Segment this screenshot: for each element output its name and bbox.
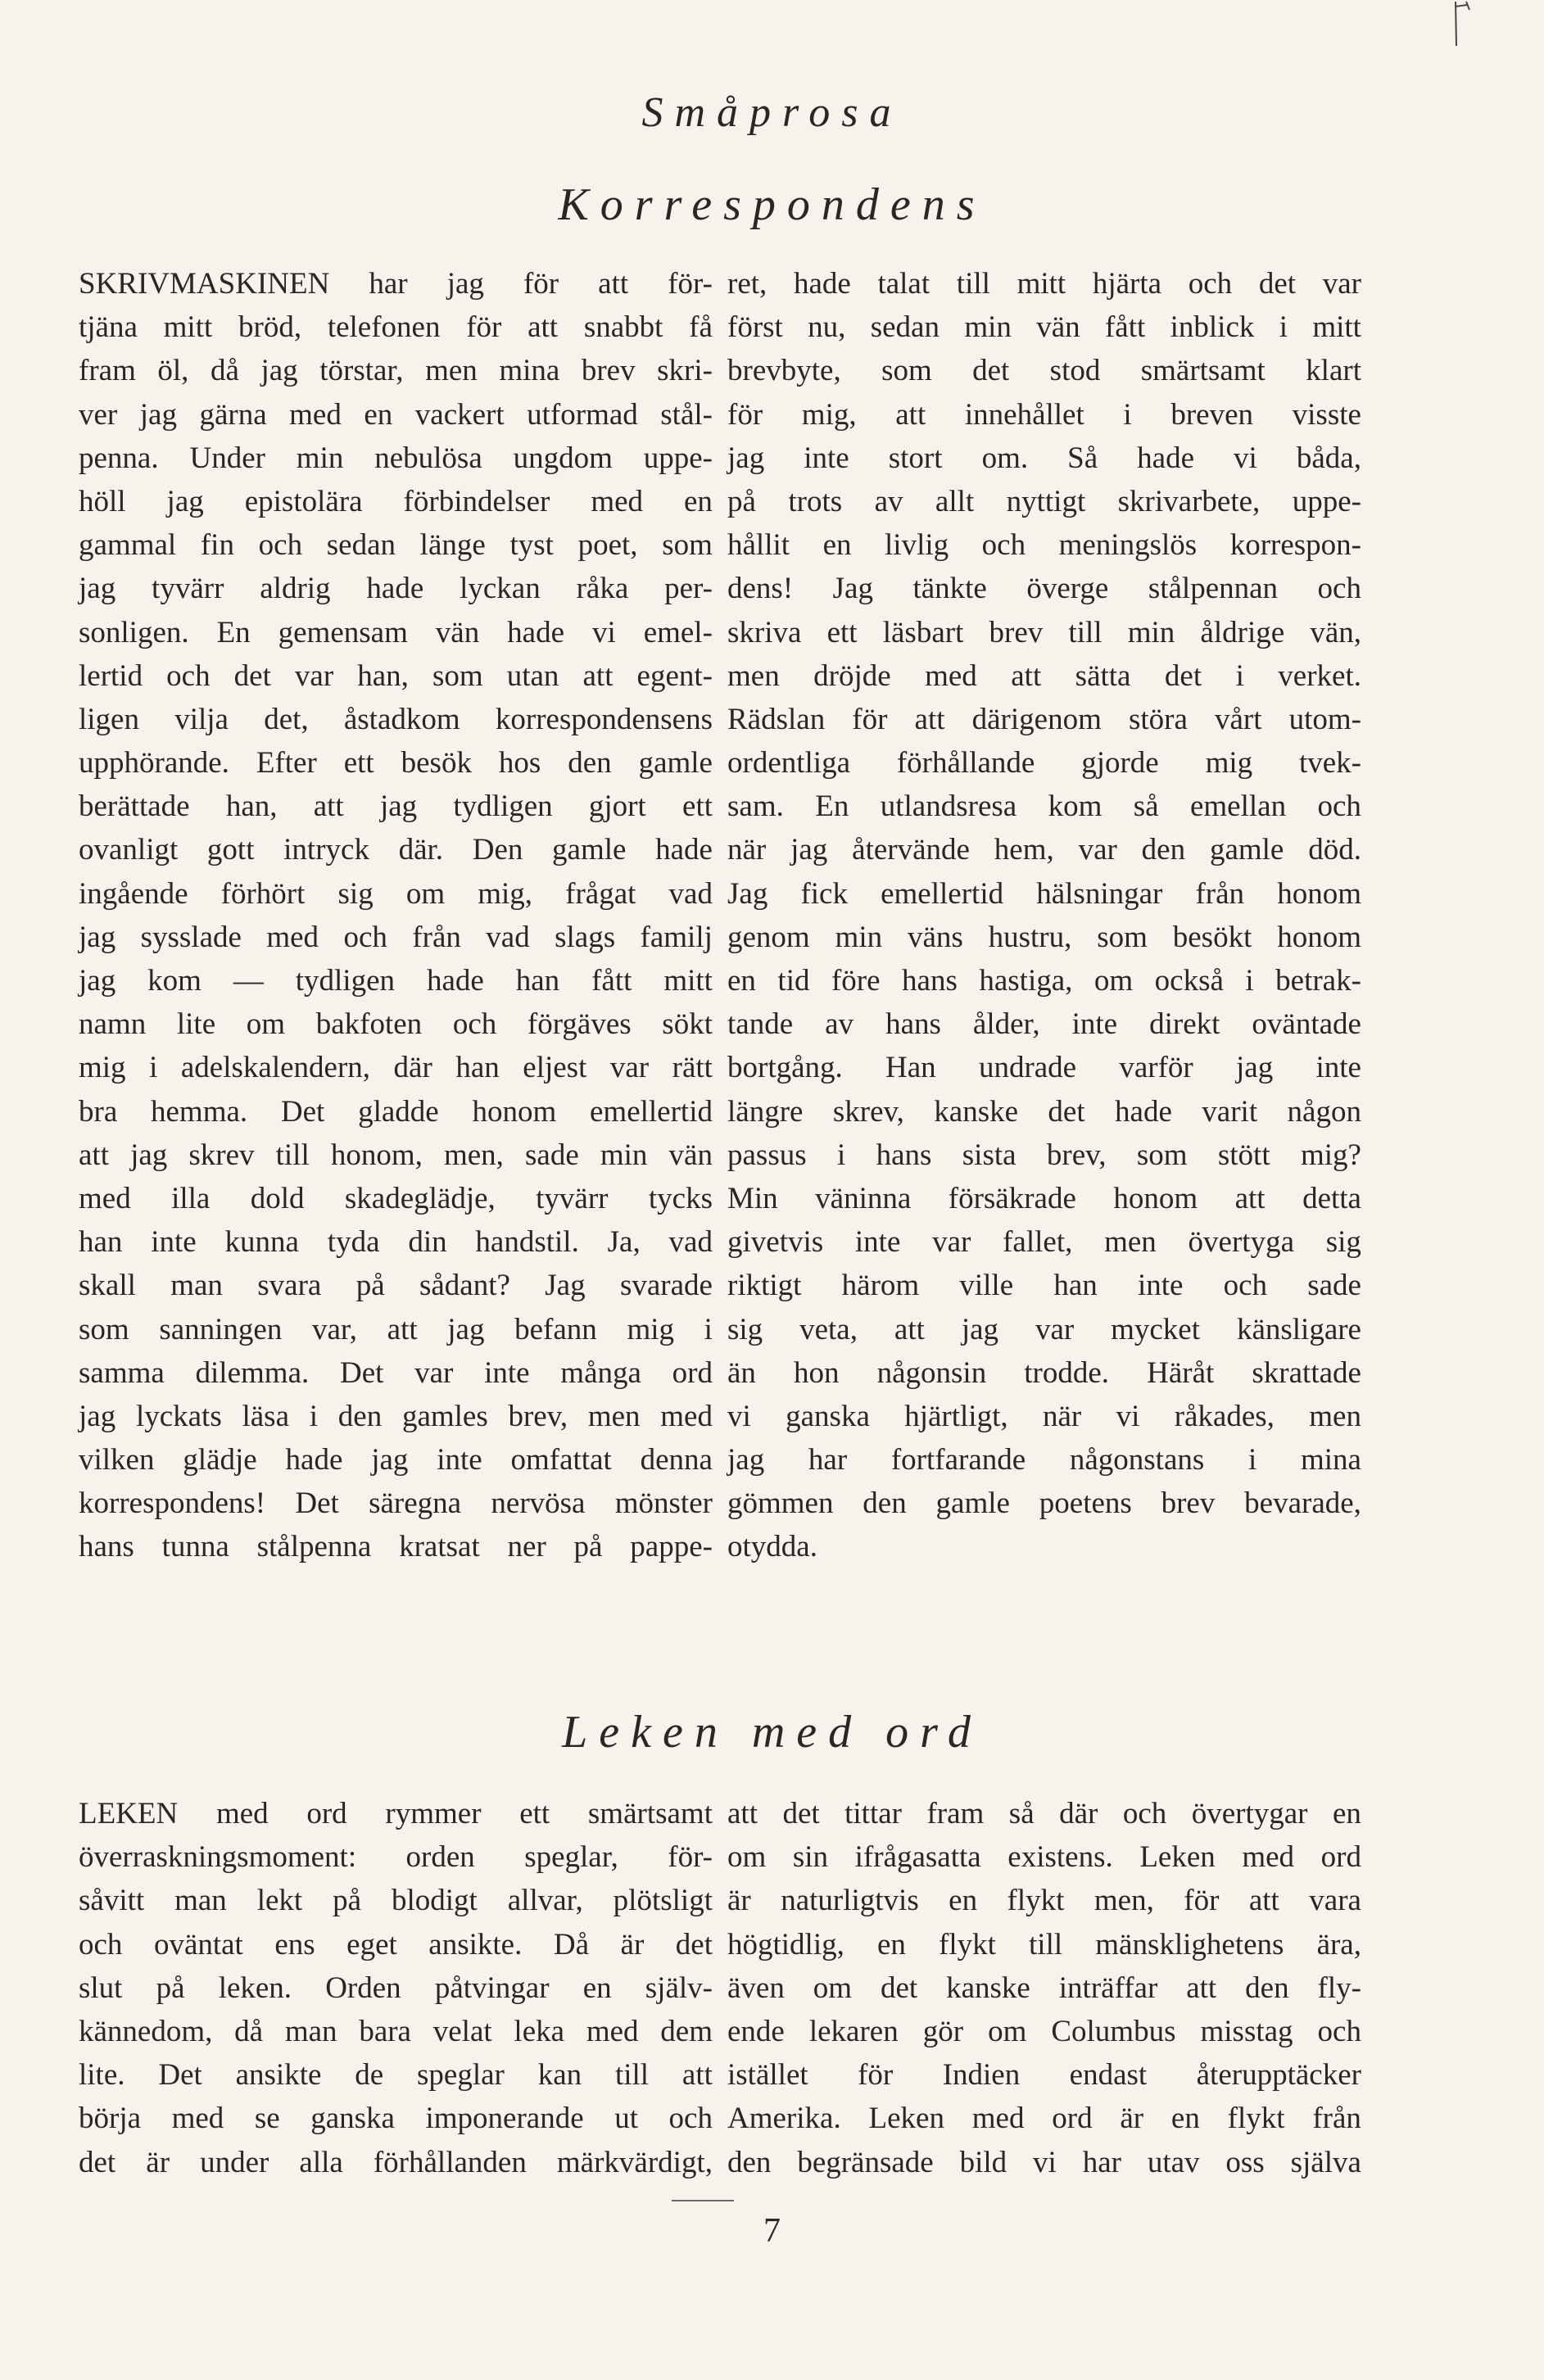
text-line: såvitt man lekt på blodigt allvar, plötsligt xyxy=(79,1884,713,1918)
text-line: en tid före hans hastiga, om också i betrak- xyxy=(727,964,1361,998)
text-line: jag tyvärr aldrig hade lyckan råka per- xyxy=(79,572,713,606)
article-title-korrespondens: Korrespondens xyxy=(558,179,986,230)
text-line: med illa dold skadeglädje, tyvärr tycks xyxy=(79,1181,713,1215)
text-line: lertid och det var han, som utan att egent- xyxy=(79,658,713,693)
text-line: mig i adelskalendern, där han eljest var rätt xyxy=(79,1051,713,1085)
text-line: slut på leken. Orden påtvingar en själv- xyxy=(79,1971,713,2005)
text-line: dens! Jag tänkte överge stålpennan och xyxy=(727,572,1361,606)
article-1-column-left xyxy=(79,262,713,1569)
text-line: gammal fin och sedan länge tyst poet, som xyxy=(79,528,713,563)
text-line: om sin ifrågasatta existens. Leken med ord xyxy=(727,1840,1361,1875)
text-line: än hon någonsin trodde. Häråt skrattade xyxy=(727,1355,1361,1390)
text-line: genom min väns hustru, som besökt honom xyxy=(727,920,1361,954)
text-line: vi ganska hjärtligt, när vi råkades, men xyxy=(727,1399,1361,1433)
text-line: först nu, sedan min vän fått inblick i mitt xyxy=(727,310,1361,345)
page-number-rule xyxy=(672,2200,734,2201)
article-2-column-left xyxy=(79,1792,713,2184)
text-line: det är under alla förhållanden märkvärdigt, xyxy=(79,2145,713,2179)
text-line: Jag fick emellertid hälsningar från honom xyxy=(727,876,1361,911)
page-corner-mark xyxy=(1451,0,1471,48)
text-line: ordentliga förhållande gjorde mig tvek- xyxy=(727,746,1361,781)
text-line: ende lekaren gör om Columbus misstag och xyxy=(727,2014,1361,2048)
article-1-column-right xyxy=(727,262,1361,1569)
text-line: när jag återvände hem, var den gamle död. xyxy=(727,833,1361,867)
text-line: jag lyckats läsa i den gamles brev, men med xyxy=(79,1399,713,1433)
text-line: sig veta, att jag var mycket känsligare xyxy=(727,1312,1361,1346)
text-line: hans tunna stålpenna kratsat ner på pappe- xyxy=(79,1530,713,1564)
text-line: den begränsade bild vi har utav oss själva xyxy=(727,2145,1361,2179)
text-line: fram öl, då jag törstar, men mina brev skri- xyxy=(79,354,713,388)
text-line: istället för Indien endast återupptäcker xyxy=(727,2058,1361,2093)
text-line: korrespondens! Det säregna nervösa mönster xyxy=(79,1486,713,1521)
text-line: hållit en livlig och meningslös korrespon- xyxy=(727,528,1361,563)
text-line: för mig, att innehållet i breven visste xyxy=(727,397,1361,432)
text-line: bra hemma. Det gladde honom emellertid xyxy=(79,1094,713,1129)
text-line: Amerika. Leken med ord är en flykt från xyxy=(727,2102,1361,2136)
text-line: skriva ett läsbart brev till min åldrige vän, xyxy=(727,615,1361,649)
text-line: jag sysslade med och från vad slags familj xyxy=(79,920,713,954)
text-line: är naturligtvis en flykt men, för att vara xyxy=(727,1884,1361,1918)
text-line: men dröjde med att sätta det i verket. xyxy=(727,658,1361,693)
text-line: ret, hade talat till mitt hjärta och det var xyxy=(727,267,1361,301)
text-line: och oväntat ens eget ansikte. Då är det xyxy=(79,1927,713,1961)
text-line: börja med se ganska imponerande ut och xyxy=(79,2102,713,2136)
text-line: ingående förhört sig om mig, frågat vad xyxy=(79,876,713,911)
text-line: högtidlig, en flykt till mänsklighetens ära, xyxy=(727,1927,1361,1961)
text-line: på trots av allt nyttigt skrivarbete, uppe- xyxy=(727,484,1361,518)
text-line: han inte kunna tyda din handstil. Ja, vad xyxy=(79,1225,713,1260)
text-line: jag kom — tydligen hade han fått mitt xyxy=(79,964,713,998)
text-line: Rädslan för att därigenom störa vårt utom- xyxy=(727,702,1361,736)
text-line: givetvis inte var fallet, men övertyga sig xyxy=(727,1225,1361,1260)
text-line: höll jag epistolära förbindelser med en xyxy=(79,484,713,518)
article-title-leken-med-ord: Leken med ord xyxy=(562,1707,982,1758)
page-number: 7 xyxy=(763,2212,781,2250)
text-line: passus i hans sista brev, som stött mig? xyxy=(727,1138,1361,1172)
text-line: ver jag gärna med en vackert utformad stål- xyxy=(79,397,713,432)
text-line: vilken glädje hade jag inte omfattat denna xyxy=(79,1443,713,1477)
text-line: samma dilemma. Det var inte många ord xyxy=(79,1355,713,1390)
text-line: brevbyte, som det stod smärtsamt klart xyxy=(727,354,1361,388)
text-line: tjäna mitt bröd, telefonen för att snabbt få xyxy=(79,310,713,345)
text-line: ovanligt gott intryck där. Den gamle hade xyxy=(79,833,713,867)
text-line: längre skrev, kanske det hade varit någon xyxy=(727,1094,1361,1129)
text-line: ligen vilja det, åstadkom korrespondensens xyxy=(79,702,713,736)
text-line: LEKEN med ord rymmer ett smärtsamt xyxy=(79,1797,713,1830)
text-line: sam. En utlandsresa kom så emellan och xyxy=(727,790,1361,824)
text-line: som sanningen var, att jag befann mig i xyxy=(79,1312,713,1346)
series-title: Småprosa xyxy=(641,89,903,136)
text-line: även om det kanske inträffar att den fly- xyxy=(727,1971,1361,2005)
text-line: kännedom, då man bara velat leka med dem xyxy=(79,2014,713,2048)
text-line: överraskningsmoment: orden speglar, för- xyxy=(79,1840,713,1875)
text-line: namn lite om bakfoten och förgäves sökt xyxy=(79,1007,713,1042)
text-line: gömmen den gamle poetens brev bevarade, xyxy=(727,1486,1361,1521)
text-line: skall man svara på sådant? Jag svarade xyxy=(79,1269,713,1303)
text-line: att det tittar fram så där och övertygar en xyxy=(727,1797,1361,1830)
text-line: jag inte stort om. Så hade vi båda, xyxy=(727,441,1361,475)
text-line: SKRIVMASKINEN har jag för att för- xyxy=(79,267,713,301)
text-line: att jag skrev till honom, men, sade min vän xyxy=(79,1138,713,1172)
text-line: bortgång. Han undrade varför jag inte xyxy=(727,1051,1361,1085)
text-line: penna. Under min nebulösa ungdom uppe- xyxy=(79,441,713,475)
text-line: jag har fortfarande någonstans i mina xyxy=(727,1443,1361,1477)
text-line: upphörande. Efter ett besök hos den gamle xyxy=(79,746,713,781)
text-line: tande av hans ålder, inte direkt oväntade xyxy=(727,1007,1361,1042)
article-2-column-right xyxy=(727,1792,1361,2184)
text-line: otydda. xyxy=(727,1530,817,1564)
text-line: sonligen. En gemensam vän hade vi emel- xyxy=(79,615,713,649)
text-line: riktigt härom ville han inte och sade xyxy=(727,1269,1361,1303)
text-line: Min väninna försäkrade honom att detta xyxy=(727,1181,1361,1215)
text-line: berättade han, att jag tydligen gjort ett xyxy=(79,790,713,824)
text-line: lite. Det ansikte de speglar kan till att xyxy=(79,2058,713,2093)
